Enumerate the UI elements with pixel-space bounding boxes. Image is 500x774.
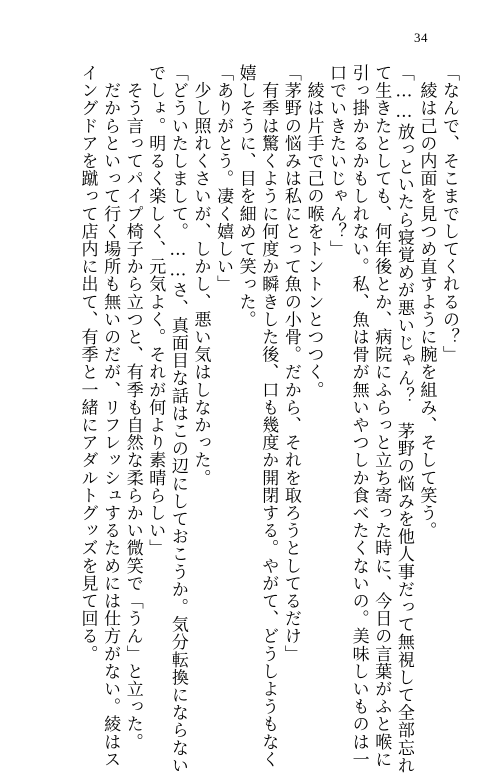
text-line: 口でいきたいじゃん？」 bbox=[326, 64, 347, 258]
text-line: 引っ掛かるかもしれない。私、魚は骨が無いやつしか食べたくないの。美味しいものは一 bbox=[348, 64, 369, 768]
text-line: 有季は驚くように何度か瞬きした後、口も幾度か開閉する。やがて、どうしようもなく bbox=[258, 64, 279, 768]
text-line: そう言ってパイプ椅子から立つと、有季も自然な柔らかい微笑で「うん」と立った。 bbox=[122, 64, 143, 751]
text-line: 嬉しそうに、目を細めて笑った。 bbox=[235, 64, 256, 328]
text-line: 「なんで、そこまでしてくれるの？」 bbox=[439, 64, 459, 364]
text-line: 「茅野の悩みは私にとって魚の小骨。だから、それを取ろうとしてるだけ」 bbox=[280, 64, 301, 663]
text-line: 「……放っといたら寝覚めが悪いじゃん？ 茅野の悩みを他人事だって無視して全部忘れ bbox=[393, 64, 414, 774]
text-line: イングドアを蹴って店内に出て、有季と一緒にアダルトグッズを見て回る。 bbox=[77, 64, 98, 663]
text-line: 綾は片手で己の喉をトントンとつつく。 bbox=[303, 64, 324, 399]
novel-text-body bbox=[77, 64, 459, 774]
text-line: 少し照れくさいが、しかし、悪い気はしなかった。 bbox=[190, 64, 211, 487]
text-line: 「ありがとう。凄く嬉しい」 bbox=[213, 64, 234, 293]
text-line: 綾は己の内面を見つめ直すように腕を組み、そして笑う。 bbox=[416, 64, 437, 540]
text-line: 「どういたしまして。……さ、真面目な話はこの辺にしておこうか。気分転換にならない bbox=[167, 64, 188, 774]
text-line: て生きたとしても、何年後とか、病院にふらっと立ち寄った時に、今日の言葉がふと喉に bbox=[371, 64, 392, 768]
text-line: でしょ。明るく楽しく、元気よく。それが何より素晴らしい」 bbox=[145, 64, 166, 557]
text-line: だからといって行く場所も無いのだが、リフレッシュするためには仕方がない。綾はス bbox=[100, 64, 121, 768]
page-number: 34 bbox=[414, 30, 428, 45]
